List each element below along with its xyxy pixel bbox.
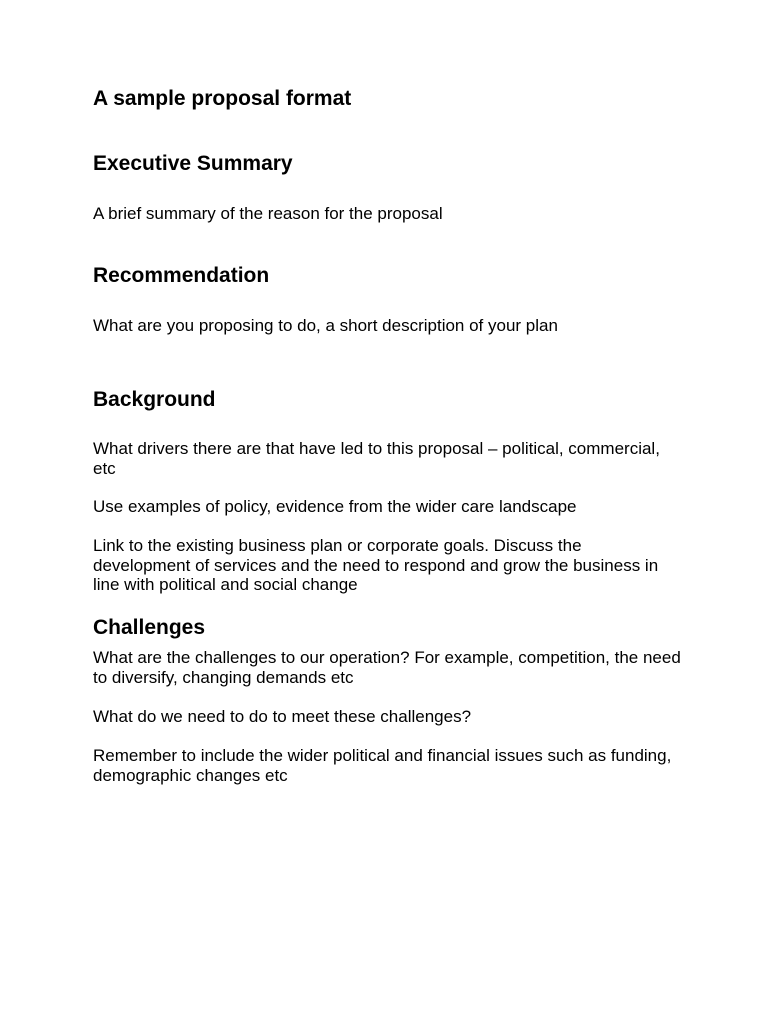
background-paragraph-1: What drivers there are that have led to this proposal – political, commercial, etc xyxy=(93,439,660,478)
challenges-paragraph-3: Remember to include the wider political and financial issues such as funding, demographic changes etc xyxy=(93,746,672,785)
background-paragraph-2: Use examples of policy, evidence from the wider care landscape xyxy=(93,497,577,516)
heading-challenges: Challenges xyxy=(93,616,206,639)
challenges-paragraph-1: What are the challenges to our operation? For example, competition, the need to diversify, changing demands etc xyxy=(93,648,681,687)
challenges-paragraph-2: What do we need to do to meet these challenges? xyxy=(93,707,472,726)
document-title: A sample proposal format xyxy=(93,87,352,110)
heading-background: Background xyxy=(93,388,216,411)
heading-executive-summary: Executive Summary xyxy=(93,152,293,175)
heading-recommendation: Recommendation xyxy=(93,264,270,287)
executive-summary-paragraph: A brief summary of the reason for the proposal xyxy=(93,204,443,223)
recommendation-paragraph: What are you proposing to do, a short description of your plan xyxy=(93,316,558,335)
background-paragraph-3: Link to the existing business plan or corporate goals. Discuss the development of services and the need to respond and grow the business in line with political and social change xyxy=(93,536,659,594)
